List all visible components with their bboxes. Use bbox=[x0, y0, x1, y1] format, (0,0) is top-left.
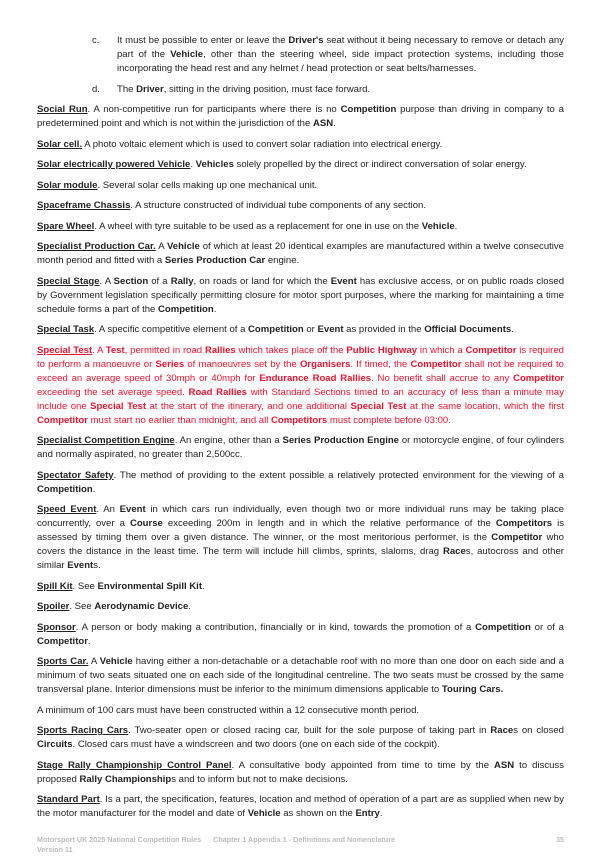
definition-paragraph bbox=[37, 103, 564, 131]
definition-paragraph bbox=[37, 600, 564, 614]
definition-paragraph bbox=[37, 240, 564, 268]
definition-term: Sports Racing Cars bbox=[37, 725, 129, 736]
definition-text: of which at least 20 identical examples are manufactured within a twelve consecutive month period and fitted with a bbox=[37, 241, 564, 266]
document-body bbox=[37, 34, 564, 821]
defined-term-reference: Driver's bbox=[288, 35, 324, 46]
defined-term-reference: Competitor bbox=[37, 635, 88, 647]
defined-term-reference: Series bbox=[155, 358, 185, 370]
definition-text: . An engine, other than a bbox=[174, 435, 283, 446]
definition-text: , permitted in road bbox=[124, 344, 205, 356]
definition-paragraph bbox=[37, 503, 564, 573]
definition-text: . bbox=[333, 118, 336, 129]
definition-term: Special Test bbox=[37, 344, 93, 356]
defined-term-reference: Special Test bbox=[90, 400, 146, 412]
definition-term: Sports Car. bbox=[37, 656, 89, 667]
definition-text: is assessed by timing them over a given distance. The winner, or the most meritorious performer, is the bbox=[37, 518, 564, 543]
list-item-label: c. bbox=[92, 35, 100, 46]
defined-term-reference: Rally Championship bbox=[79, 773, 172, 785]
definition-text: , on roads or land for which the bbox=[193, 275, 331, 287]
defined-term-reference: Competitor bbox=[513, 372, 564, 384]
footer-version: Version 11 bbox=[37, 845, 73, 854]
definition-text: at the same location, which the first bbox=[406, 400, 564, 412]
defined-term-reference: Competitor bbox=[465, 344, 517, 356]
defined-term-reference: Rallies bbox=[204, 344, 236, 356]
page-number: 35 bbox=[556, 835, 564, 844]
defined-term-reference: Entry bbox=[355, 808, 380, 819]
defined-term-reference: Event bbox=[317, 324, 344, 335]
definition-paragraph bbox=[37, 275, 564, 317]
definition-paragraph bbox=[37, 704, 564, 718]
definition-text: . Closed cars must have a windscreen and two doors (one on each side of the cockpit). bbox=[72, 739, 440, 750]
definition-paragraph bbox=[37, 621, 564, 649]
definition-text: s on closed bbox=[513, 725, 564, 736]
footer-chapter: Chapter 1 Appendix 1 - Definitions and Nomenclature bbox=[213, 835, 395, 844]
definition-paragraph bbox=[37, 344, 564, 428]
defined-term-reference: Vehicle bbox=[247, 808, 281, 819]
defined-term-reference: Series Production Engine bbox=[282, 435, 399, 446]
definition-text: . A bbox=[99, 275, 114, 287]
definition-term: Spare Wheel bbox=[37, 220, 95, 232]
footer-left bbox=[37, 835, 201, 855]
definition-paragraph bbox=[37, 724, 564, 752]
definition-text: . The method of providing to the extent possible a relatively protected environment for the viewing of a bbox=[113, 469, 564, 481]
defined-term-reference: Section bbox=[113, 275, 149, 287]
definition-text: . See bbox=[72, 580, 98, 592]
definition-text: as shown on the bbox=[280, 808, 356, 819]
defined-term-reference: Competitor bbox=[410, 358, 462, 370]
defined-term-reference: Official Documents bbox=[424, 324, 512, 335]
definition-text: A bbox=[88, 656, 100, 667]
definition-text: exceeding 200m in length and in which the relative performance of the bbox=[162, 518, 496, 529]
definition-text: , other than the steering wheel, side impact protection systems, including those incorporating the head rest and any helmet / head protection or seat belts/harnesses. bbox=[117, 49, 564, 74]
definition-term: Special Task bbox=[37, 324, 95, 335]
definition-term: Specialist Competition Engine bbox=[37, 435, 175, 446]
page-footer bbox=[37, 835, 564, 855]
definition-text: which takes place off the bbox=[235, 344, 347, 356]
definition-term: Speed Event bbox=[37, 504, 97, 515]
defined-term-reference: Competitor bbox=[37, 414, 88, 426]
definition-text: s and to inform but not to make decisions. bbox=[171, 773, 348, 785]
definition-text: . A consultative body appointed from time to time by the bbox=[231, 759, 495, 771]
definition-term: Spill Kit bbox=[37, 580, 73, 592]
definition-text: . A bbox=[92, 344, 106, 356]
definition-text: purpose than driving in company to a predetermined point and which is not within the jurisdiction of the bbox=[37, 104, 564, 129]
definition-paragraph bbox=[37, 759, 564, 787]
definition-text: . A wheel with tyre suitable to be used as a replacement for one in use on the bbox=[94, 220, 422, 232]
defined-term-reference: Course bbox=[129, 518, 163, 529]
definition-text: of manoeuvres set by the bbox=[184, 358, 300, 370]
defined-term-reference: Test bbox=[105, 344, 125, 356]
defined-term-reference: Touring Cars. bbox=[441, 684, 504, 695]
definition-text: engine. bbox=[265, 255, 300, 266]
definition-text: A bbox=[155, 241, 167, 252]
definition-text: as provided in the bbox=[343, 324, 425, 335]
defined-term-reference: ASN bbox=[312, 118, 334, 129]
list-item bbox=[92, 83, 564, 97]
definition-term: Spaceframe Chassis bbox=[37, 200, 131, 211]
definition-paragraph bbox=[37, 434, 564, 462]
definition-text: . bbox=[188, 601, 191, 612]
definition-paragraph bbox=[37, 580, 564, 594]
definition-paragraph bbox=[37, 158, 564, 172]
defined-term-reference: Vehicle bbox=[421, 220, 455, 232]
defined-term-reference: Competitors bbox=[495, 518, 553, 529]
defined-term-reference: Road Rallies bbox=[188, 386, 247, 398]
definition-term: Solar cell. bbox=[37, 138, 83, 150]
definition-text: . A person or body making a contribution, financially or in kind, towards the promotion of a bbox=[75, 621, 476, 633]
list-item-text bbox=[117, 34, 564, 76]
definition-text: . No benefit shall accrue to any bbox=[371, 372, 514, 384]
definition-text: in which cars run individually, even though two or more individual runs may be taking place concurrently, over a bbox=[37, 504, 564, 529]
definition-text: . bbox=[92, 483, 96, 495]
definition-text: shall not be required to exceed an average speed of 30mph or 40mph for bbox=[37, 358, 564, 384]
defined-term-reference: Event bbox=[67, 560, 94, 571]
defined-term-reference: Environmental Spill Kit bbox=[97, 580, 202, 592]
definition-paragraph bbox=[37, 220, 564, 234]
definition-text: . See bbox=[69, 601, 95, 612]
defined-term-reference: ASN bbox=[494, 759, 515, 771]
defined-term-reference: Aerodynamic Device bbox=[94, 601, 189, 612]
definition-text: exceeding the set average speed. bbox=[37, 386, 189, 398]
defined-term-reference: Vehicle bbox=[99, 656, 133, 667]
definition-text: . bbox=[454, 220, 458, 232]
definition-text: of a bbox=[148, 275, 171, 287]
definition-text: . bbox=[213, 303, 217, 315]
definition-paragraph bbox=[37, 469, 564, 497]
definition-text: . Several solar cells making up one mechanical unit. bbox=[97, 179, 318, 191]
definition-text: must start no earlier than midnight, and all bbox=[87, 414, 271, 426]
definition-text: . A non-competitive run for participants where there is no bbox=[87, 104, 341, 115]
definition-term: Special Stage bbox=[37, 275, 100, 287]
definition-text: . bbox=[202, 580, 205, 592]
definition-term: Spectator Safety bbox=[37, 469, 114, 481]
definition-term: Stage Rally Championship Control Panel bbox=[37, 759, 232, 771]
definition-term: Social Run bbox=[37, 104, 88, 115]
definition-text: . Is a part, the specification, features, location and method of operation of a part are as supplied when new by the motor manufacturer for the model and date of bbox=[37, 794, 564, 819]
definition-text: A photo voltaic element which is used to convert solar radiation into electrical energy. bbox=[82, 138, 443, 150]
list-item-text bbox=[117, 83, 564, 97]
definition-term: Solar module bbox=[37, 179, 98, 191]
list-item-label: d. bbox=[92, 83, 100, 95]
definition-text: who covers the distance in the least time. The term will include hill climbs, sprints, slaloms, drag bbox=[37, 532, 564, 557]
definition-text: or bbox=[303, 324, 318, 335]
defined-term-reference: Competition bbox=[475, 621, 531, 633]
definition-text: . A specific competitive element of a bbox=[94, 324, 249, 335]
definition-term: Solar electrically powered Vehicle bbox=[37, 159, 191, 170]
defined-term-reference: Vehicle bbox=[166, 241, 200, 252]
definition-text: . bbox=[87, 635, 91, 647]
footer-title: Motorsport UK 2025 National Competition Rules bbox=[37, 835, 202, 844]
definition-text: . bbox=[379, 808, 383, 819]
definition-paragraph bbox=[37, 655, 564, 697]
defined-term-reference: Endurance Road Rallies bbox=[259, 372, 372, 384]
definition-text: or motorcycle engine, of four cylinders and normally aspirated, no greater than 2,500cc. bbox=[37, 435, 564, 460]
defined-term-reference: Vehicle bbox=[170, 49, 204, 60]
defined-term-reference: Public Highway bbox=[346, 344, 418, 356]
definition-text: It must be possible to enter or leave the bbox=[117, 35, 289, 46]
defined-term-reference: Race bbox=[490, 725, 514, 736]
definition-text: . bbox=[190, 159, 196, 170]
definition-text: . Two-seater open or closed racing car, built for the sole purpose of taking part in bbox=[128, 725, 491, 736]
defined-term-reference: Competition bbox=[37, 483, 93, 495]
definition-text: . bbox=[511, 324, 514, 335]
defined-term-reference: Driver bbox=[136, 83, 164, 95]
definition-text: The bbox=[117, 83, 137, 95]
defined-term-reference: Rally bbox=[170, 275, 194, 287]
definition-text: to discuss proposed bbox=[37, 759, 564, 785]
definition-text: solely propelled by the direct or indirect conversation of solar energy. bbox=[233, 159, 527, 170]
defined-term-reference: Organisers bbox=[300, 358, 351, 370]
definition-text: . An bbox=[96, 504, 120, 515]
definition-text: . A structure constructed of individual tube components of any section. bbox=[130, 200, 427, 211]
definition-paragraph bbox=[37, 793, 564, 821]
definition-text: having either a non-detachable or a detachable roof with no more than one door on each side and a minimum of two seats situated one on each side of the longitudinal centreline. The two seats must be crossed by the same transversal plane. Interior dimensions must be inferior to the minimum dimensions applicable to bbox=[37, 656, 564, 695]
definition-text: s, autocross and other similar bbox=[37, 546, 564, 571]
definition-term: Sponsor bbox=[37, 621, 76, 633]
definition-term: Spoiler bbox=[37, 601, 70, 612]
definition-text: A minimum of 100 cars must have been constructed within a 12 consecutive month period. bbox=[37, 704, 420, 716]
definition-text: at the start of the itinerary, and one additional bbox=[146, 400, 351, 412]
definition-text: , sitting in the driving position, must face forward. bbox=[163, 83, 371, 95]
defined-term-reference: Competitors bbox=[271, 414, 328, 426]
definition-text: in which a bbox=[417, 344, 466, 356]
definition-term: Standard Part bbox=[37, 794, 100, 805]
definition-paragraph bbox=[37, 199, 564, 213]
definition-text: must complete before 03:00. bbox=[327, 414, 451, 426]
defined-term-reference: Competition bbox=[158, 303, 214, 315]
list-item bbox=[92, 34, 564, 76]
defined-term-reference: Series Production Car bbox=[164, 255, 266, 266]
definition-text: seat without it being necessary to remove or detach any part of the bbox=[117, 35, 564, 60]
defined-term-reference: Special Test bbox=[350, 400, 407, 412]
definition-text: with Standard Sections timed to an accuracy of less than a minute may include one bbox=[37, 386, 564, 412]
definition-text: or of a bbox=[530, 621, 564, 633]
definition-text: . If timed, the bbox=[350, 358, 411, 370]
definition-text: has exclusive access, or on public roads closed by Government legislation specifically permitting closure for motor sport purposes, where the marking for maintaining a time schedule forms a part of the bbox=[37, 275, 564, 315]
defined-term-reference: Event bbox=[330, 275, 357, 287]
defined-term-reference: Event bbox=[119, 504, 146, 515]
definition-text: is required to perform a manoeuvre or bbox=[37, 344, 564, 370]
defined-term-reference: Circuits bbox=[37, 739, 73, 750]
defined-term-reference: Competitor bbox=[491, 532, 543, 543]
definition-paragraph bbox=[37, 179, 564, 193]
defined-term-reference: Competition bbox=[248, 324, 304, 335]
definition-paragraph bbox=[37, 323, 564, 337]
definition-text: s. bbox=[93, 560, 101, 571]
defined-term-reference: Vehicles bbox=[195, 159, 234, 170]
defined-term-reference: Competition bbox=[340, 104, 397, 115]
definition-paragraph bbox=[37, 138, 564, 152]
defined-term-reference: Race bbox=[442, 546, 466, 557]
definition-term: Specialist Production Car. bbox=[37, 241, 156, 252]
